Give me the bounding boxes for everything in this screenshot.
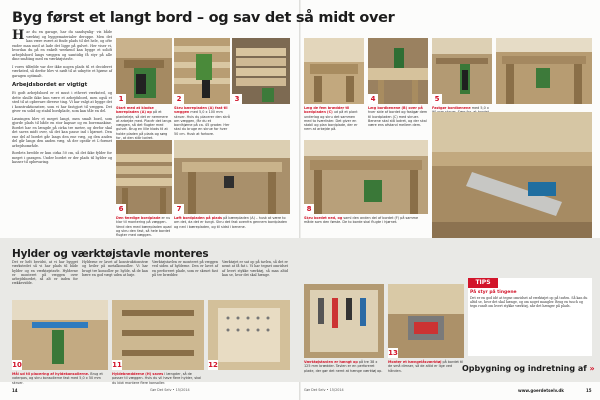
step-number-2: 2 (174, 94, 184, 104)
step-lead-11: Hyldebrædderne (H) saves (112, 372, 164, 376)
step-photo-13 (388, 284, 464, 358)
left-page-number: 14 (12, 388, 18, 393)
section-column-1: Det er helt bevidst, at vi har bygget værkstedet så vi har plads til både hylder og en værktøjstavle. Hylderne er monteret på væggen over arbejdsbordet, så alt er inden for rækkevidde. (12, 260, 78, 286)
step-text-12: på tre 38 x 125 mm brædder. Tavlen er en perforeret plade, der gør det nemt at hænge værktøj op. (304, 360, 383, 373)
intro-paragraph-3: Et godt arbejdsbord er et must i ethvert værksted, og dette skulle ikke kun være et arbejdsbord, men også et sted til at opbevare diverse ting. Vi har valgt at bygge det i konstruktionstræ, som vi har fastgjort til væggen. Det giver en solid og stabil bordplade, som kan tåle en del. (12, 91, 112, 113)
step-number-5: 5 (432, 94, 442, 104)
step-photo-4 (368, 38, 428, 104)
right-footer-magazine: Gør Det Selv • 15/2014 (304, 388, 344, 392)
step-lead-5: Fastgør bordbenene (432, 106, 471, 110)
step-text-6: er nu klar til montering på væggen. Vend den med bærepladen opad og skru den fast, så hele bordet flugter med væggen. (116, 216, 172, 238)
step-text-5: med 5,0 x (471, 106, 489, 110)
step-lead-4: Læg bordbenene (B) over på (368, 106, 423, 110)
shelves-section-title: Hylder og værktøjstavle monteres (12, 248, 209, 260)
tips-heading: På styr på tingene (470, 290, 517, 295)
tips-box (468, 278, 592, 356)
right-page-number: 15 (586, 388, 592, 393)
step-caption-6 (116, 216, 172, 237)
step-number-12: 12 (208, 361, 218, 369)
step-number-6: 6 (116, 204, 126, 214)
step-photo-8 (304, 140, 428, 214)
step-caption-8 (304, 216, 428, 225)
step-caption-4 (368, 106, 428, 127)
step-text-8: saml den anden del af bordet (F) på samme måde som den første. De to borde skal flugte i hjørnet. (304, 216, 419, 225)
step-caption-2 (174, 106, 230, 136)
continue-text: Opbygning og indretning af (462, 364, 587, 373)
intro-paragraph-2: I vores tilfælde var der ikke nogen plads til et decideret værksted, så derfor blev vi nødt til at udnytte et hjørne af garagen optimalt. (12, 64, 112, 78)
step-lead-13: Monter et hængelåsværktøj (388, 360, 442, 364)
step-caption-11 (112, 372, 204, 385)
section-column-4: Værktøjet er sat op på tavlen, så det er nemt at få fat i. Vi har tegnet omridset af hvert stykke værktøj, så man altid kan se, hvor det skal hænge. (222, 260, 288, 277)
step-caption-10 (12, 372, 108, 385)
intro-paragraph-5: Bordets bredde er kun cirka 50 cm, så det ikke fylder for meget i garagen. Under bordet er der plads til hylder og kasser til opbevaring. (12, 151, 112, 164)
step-number-7: 7 (174, 204, 184, 214)
step-photo-7 (174, 140, 290, 214)
step-text-13: på bordet til de små dimser, så de altid er lige ved hånden. (388, 360, 464, 373)
step-photo-2 (174, 38, 230, 104)
step-caption-13 (388, 360, 464, 373)
step-lead-3: Læg de fem brædder til bordpladen (C) (304, 106, 350, 115)
left-footer-magazine: Gør Det Selv • 15/2014 (150, 388, 190, 392)
step-text-10: Brug et vaterpas, og skru konsollerne fast med 5,0 x 50 mm skruer. (12, 372, 103, 385)
step-caption-3 (304, 106, 360, 132)
step-text-3: ud på et plant underlag og skru det sammen med to tværlister. Det giver en stabil og plan bordplade, der er nem at arbejde på. (304, 110, 358, 132)
drop-cap: H (12, 28, 25, 43)
section-column-2: Hylderne er lavet af konstruktionstræ og hviler på metalkonsoller. Vi har brugt tre konsoller pr. hylde, så de kan bære en god vægt uden at bøje. (82, 260, 148, 277)
intro-paragraph-1: ar du en garage, har du sandsynlig- vis både værktøj og byggematerialer deroppe. Men det kan være svært at finde plads til det hele, og ofte ender man med at lade det ligge på gulvet. Her viser vi, hvordan du på en enkelt weekend kan bygge et solidt arbejdsbord langs væggen og samtidig få styr på alle dine småting med en værktøjstavle. (12, 30, 112, 61)
intro-subhead: Arbejdsbordet er vigtigt (12, 82, 88, 88)
step-number-3: 3 (232, 94, 242, 104)
step-lead-7: Løft bordpladen på plads (174, 216, 223, 220)
step-text-4: hver side af bordet og fastgør dem til bordpladen (C) med skruer. Benene skal stå lodret, og der skal være ens afstand mellem dem. (368, 110, 428, 128)
step-number-4: 4 (368, 94, 378, 104)
step-photo-11 (112, 300, 204, 370)
step-photo-5b (496, 38, 592, 104)
step-text-7: på bærepladen (A) – husk at være to om det, da det er tungt. Skru det fast ovenfra gennem bordpladen og ned i bærepladen, og til sidst i benene. (174, 216, 288, 229)
step-photo-5 (432, 38, 492, 104)
step-caption-12 (304, 360, 384, 373)
tips-body: Det er en god idé at tegne omridset af værktøjet op på tavlen. Så kan du altid se, hvor det skal hænge, og om noget mangler. Brug en tusch og tegn rundt om hvert stykke værktøj, når det hænger på plads. (470, 296, 588, 309)
section-column-3: Værktøjstavlen er monteret på væggen ved siden af hylderne. Den er lavet af en perforeret plade, som er skruet fast på tre brædder. (152, 260, 218, 277)
step-photo-12 (208, 300, 290, 370)
step-number-1: 1 (116, 94, 126, 104)
continue-arrow-icon: » (589, 364, 595, 373)
step-photo-3b (304, 38, 364, 104)
step-number-11: 11 (112, 361, 122, 369)
intro-paragraph-4: Løsningen blev et meget langt, men smalt bord, som gjorde plads til både en stor kapsav og en boremaskine. Bordet har en længde på cirka tre meter, og derfor skal det saves midt over, så det kan passe ind i hjørnet. Den ene del af bordet går langs den ene væg, og den anden del går langs den anden væg, så der opstår et L-formet arbejdsområde. (12, 116, 112, 148)
step-photo-1 (116, 38, 172, 104)
step-lead-1: Start med at klodse bærepladen (A) op (116, 106, 154, 115)
step-photo-6 (116, 140, 172, 214)
step-text-2: med 5,0 x 100 mm skruer. Hvis du placerer den skrå om væggen, får du et bordhjørne på ca. 45 grader. Her skal du bruge en skrue for hver 50 cm. Husk at forbore. (174, 110, 230, 136)
intro-text (12, 30, 112, 168)
tips-label: TIPS (468, 278, 498, 288)
step-text-11: i længder, så de passer til væggen. Hvis du vil have flere hylder, skal du blot montere flere konsoller. (112, 372, 202, 385)
continue-teaser (462, 364, 595, 373)
step-number-8: 8 (304, 204, 314, 214)
step-lead-2: Skru bærepladen (A) fast til væggen (174, 106, 228, 115)
step-caption-1 (116, 106, 172, 140)
step-number-13: 13 (388, 349, 398, 357)
step-photo-12b (304, 284, 384, 358)
step-caption-7 (174, 216, 290, 229)
step-photo-3 (232, 38, 290, 104)
step-photo-10 (12, 300, 108, 370)
step-number-10: 10 (12, 361, 22, 369)
page-headline: Byg først et langt bord – og sav det så midt over (12, 10, 395, 26)
website-link[interactable]: www.goerdetselv.dk (518, 388, 564, 393)
step-lead-10: Mål ud til placering af hyldekonsollerne. (12, 372, 90, 376)
step-lead-8: Skru bordet ned, og (304, 216, 343, 220)
step-lead-12: Værktøjstavlen er hængt op (304, 360, 358, 364)
step-lead-6: Den færdige bordplade (116, 216, 161, 220)
step-text-1: på et plankeleje, så det er nemmere at arbejde med. Placér det langs væggen, så det flugter med gulvet. Brug en lille klods til at holde pladen på plads og sørg for, at den står lodret. (116, 110, 172, 141)
